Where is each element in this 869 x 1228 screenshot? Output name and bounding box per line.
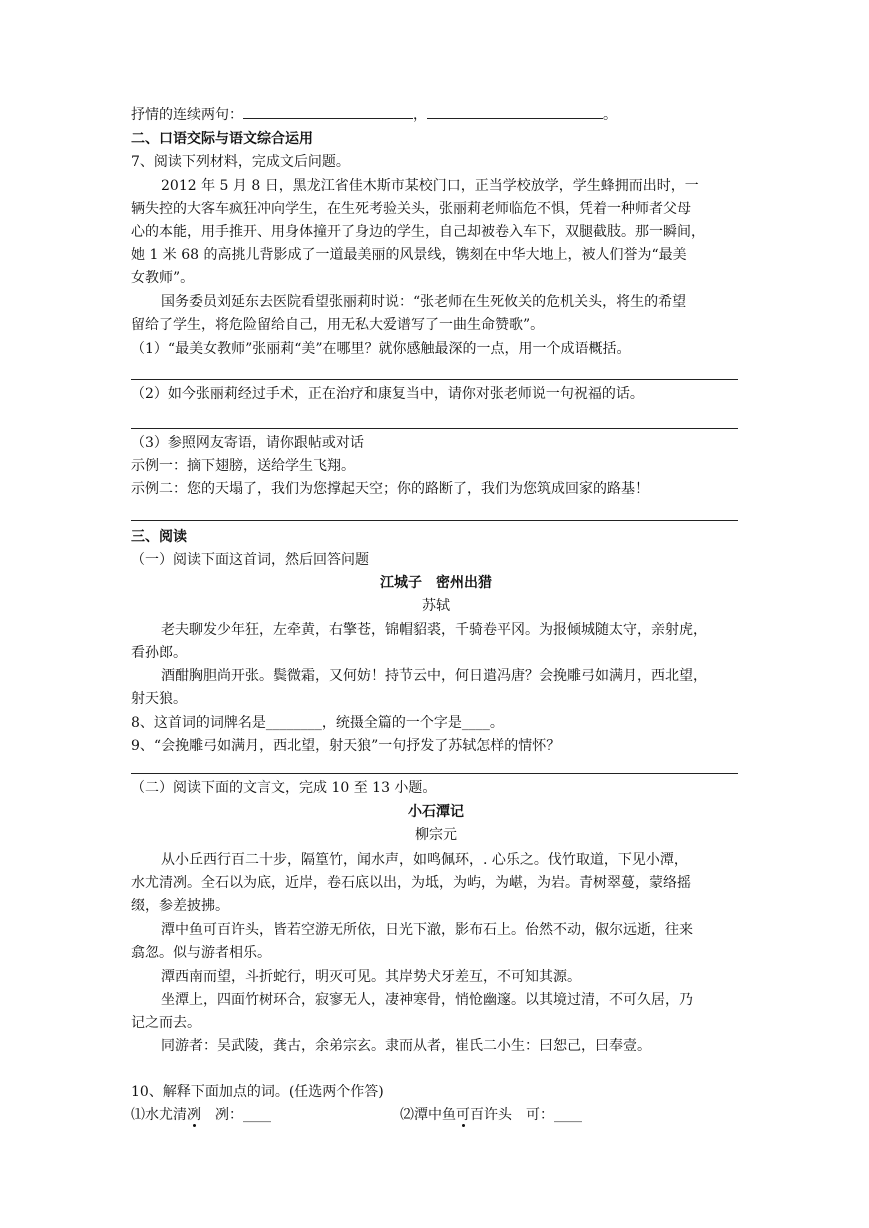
passage-line: 国务委员刘延东去医院看望张丽莉时说：“张老师在生死攸关的危机关头，将生的希望 (161, 294, 687, 310)
prose-line: 水尤清冽。全石以为底，近岸，卷石底以出，为坻，为屿，为嵁，为岩。青树翠蔓，蒙络摇 (131, 875, 691, 891)
passage-line: 2012 年 5 月 8 日，黑龙江省佳木斯市某校门口，正当学校放学，学生蜂拥而出时，一 (161, 178, 699, 194)
poem-line: 老夫聊发少年狂，左牵黄，右擎苍，锦帽貂裘，千骑卷平冈。为报倾城随太守，亲射虎， (161, 622, 707, 638)
prose-line: 从小丘西行百二十步，隔篁竹，闻水声，如鸣佩环，. 心乐之。伐竹取道，下见小潭， (161, 852, 688, 868)
passage-line: 女教师”。 (131, 270, 195, 286)
example-1: 示例一：摘下翅膀，送给学生飞翔。 (131, 458, 355, 474)
prose-title: 小石潭记 (408, 804, 464, 820)
passage-line: 心的本能，用手推开、用身体撞开了身边的学生，自己却被卷入车下，双腿截肢。那一瞬间， (131, 224, 705, 240)
poem-title: 江城子 密州出猎 (380, 575, 492, 591)
lyric-label: 抒情的连续两句： (131, 107, 243, 123)
dotted-char: 冽 (187, 1107, 201, 1123)
part-1-intro: （一）阅读下面这首词，然后回答问题 (131, 552, 369, 568)
lyric-fill-line: 抒情的连续两句： ， 。 (131, 104, 741, 126)
question-10: 10、解释下面加点的词。(任选两个作答) (131, 1084, 384, 1100)
poem-line: 看孙郎。 (131, 645, 187, 661)
part-2-intro: （二）阅读下面的文言文，完成 10 至 13 小题。 (131, 780, 437, 796)
poem-line: 射天狼。 (131, 691, 187, 707)
answer-line[interactable] (131, 379, 738, 380)
prose-line: 记之而去。 (131, 1015, 201, 1031)
answer-line[interactable] (131, 773, 738, 774)
prose-line: 坐潭上，四面竹树环合，寂寥无人，凄神寒骨，悄怆幽邃。以其境过清，不可久居，乃 (161, 992, 693, 1008)
example-2: 示例二：您的天塌了，我们为您撑起天空；你的路断了，我们为您筑成回家的路基！ (131, 481, 649, 497)
answer-line[interactable] (131, 428, 738, 429)
answer-blank[interactable] (427, 104, 603, 119)
sub-question-2: （2）如今张丽莉经过手术，正在治疗和康复当中，请你对张老师说一句祝福的话。 (131, 386, 644, 402)
passage-line: 她 1 米 68 的高挑儿背影成了一道最美丽的风景线，镌刻在中华大地上，被人们誉为“最美 (131, 247, 687, 263)
prose-line: 同游者：吴武陵，龚古，余弟宗玄。隶而从者，崔氏二小生：曰恕己，曰奉壹。 (161, 1038, 651, 1054)
prose-line: 潭西南而望，斗折蛇行，明灭可见。其岸势犬牙差互，不可知其源。 (161, 969, 581, 985)
prose-line: 缀，参差披拂。 (131, 898, 229, 914)
answer-blank[interactable] (243, 104, 413, 119)
prose-line: 潭中鱼可百许头，皆若空游无所依，日光下澈，影布石上。佁然不动，俶尔远逝，往来 (161, 922, 693, 938)
section-heading: 三、阅读 (131, 529, 187, 545)
answer-line[interactable] (131, 520, 738, 521)
sub-question-1: （1）“最美女教师”张丽莉“美”在哪里？就你感触最深的一点，用一个成语概括。 (131, 341, 631, 357)
section-heading: 二、口语交际与语文综合运用 (131, 131, 313, 147)
poem-line: 酒酣胸胆尚开张。鬓微霜，又何妨！持节云中，何日遣冯唐？会挽雕弓如满月，西北望， (161, 668, 707, 684)
passage-line: 辆失控的大客车疯狂冲向学生，在生死考验关头，张丽莉老师临危不惧，凭着一种师者父母 (131, 201, 691, 217)
q10-item-2: ⑵潭中鱼可百许头 可：____ (400, 1107, 582, 1123)
question-9: 9、“会挽雕弓如满月，西北望，射天狼”一句抒发了苏轼怎样的情怀？ (131, 738, 561, 754)
question-7: 7、阅读下列材料，完成文后问题。 (131, 154, 350, 170)
prose-author: 柳宗元 (415, 827, 457, 843)
question-8: 8、这首词的词牌名是________，统摄全篇的一个字是____。 (131, 715, 504, 731)
dotted-char: 可 (456, 1107, 470, 1123)
q10-item-1: ⑴水尤清冽 冽：____ (131, 1107, 271, 1123)
passage-line: 留给了学生，将危险留给自己，用无私大爱谱写了一曲生命赞歌”。 (131, 317, 545, 333)
poem-author: 苏轼 (422, 598, 450, 614)
sub-question-3: （3）参照网友寄语，请你跟帖或对话 (131, 435, 364, 451)
prose-line: 翕忽。似与游者相乐。 (131, 945, 271, 961)
